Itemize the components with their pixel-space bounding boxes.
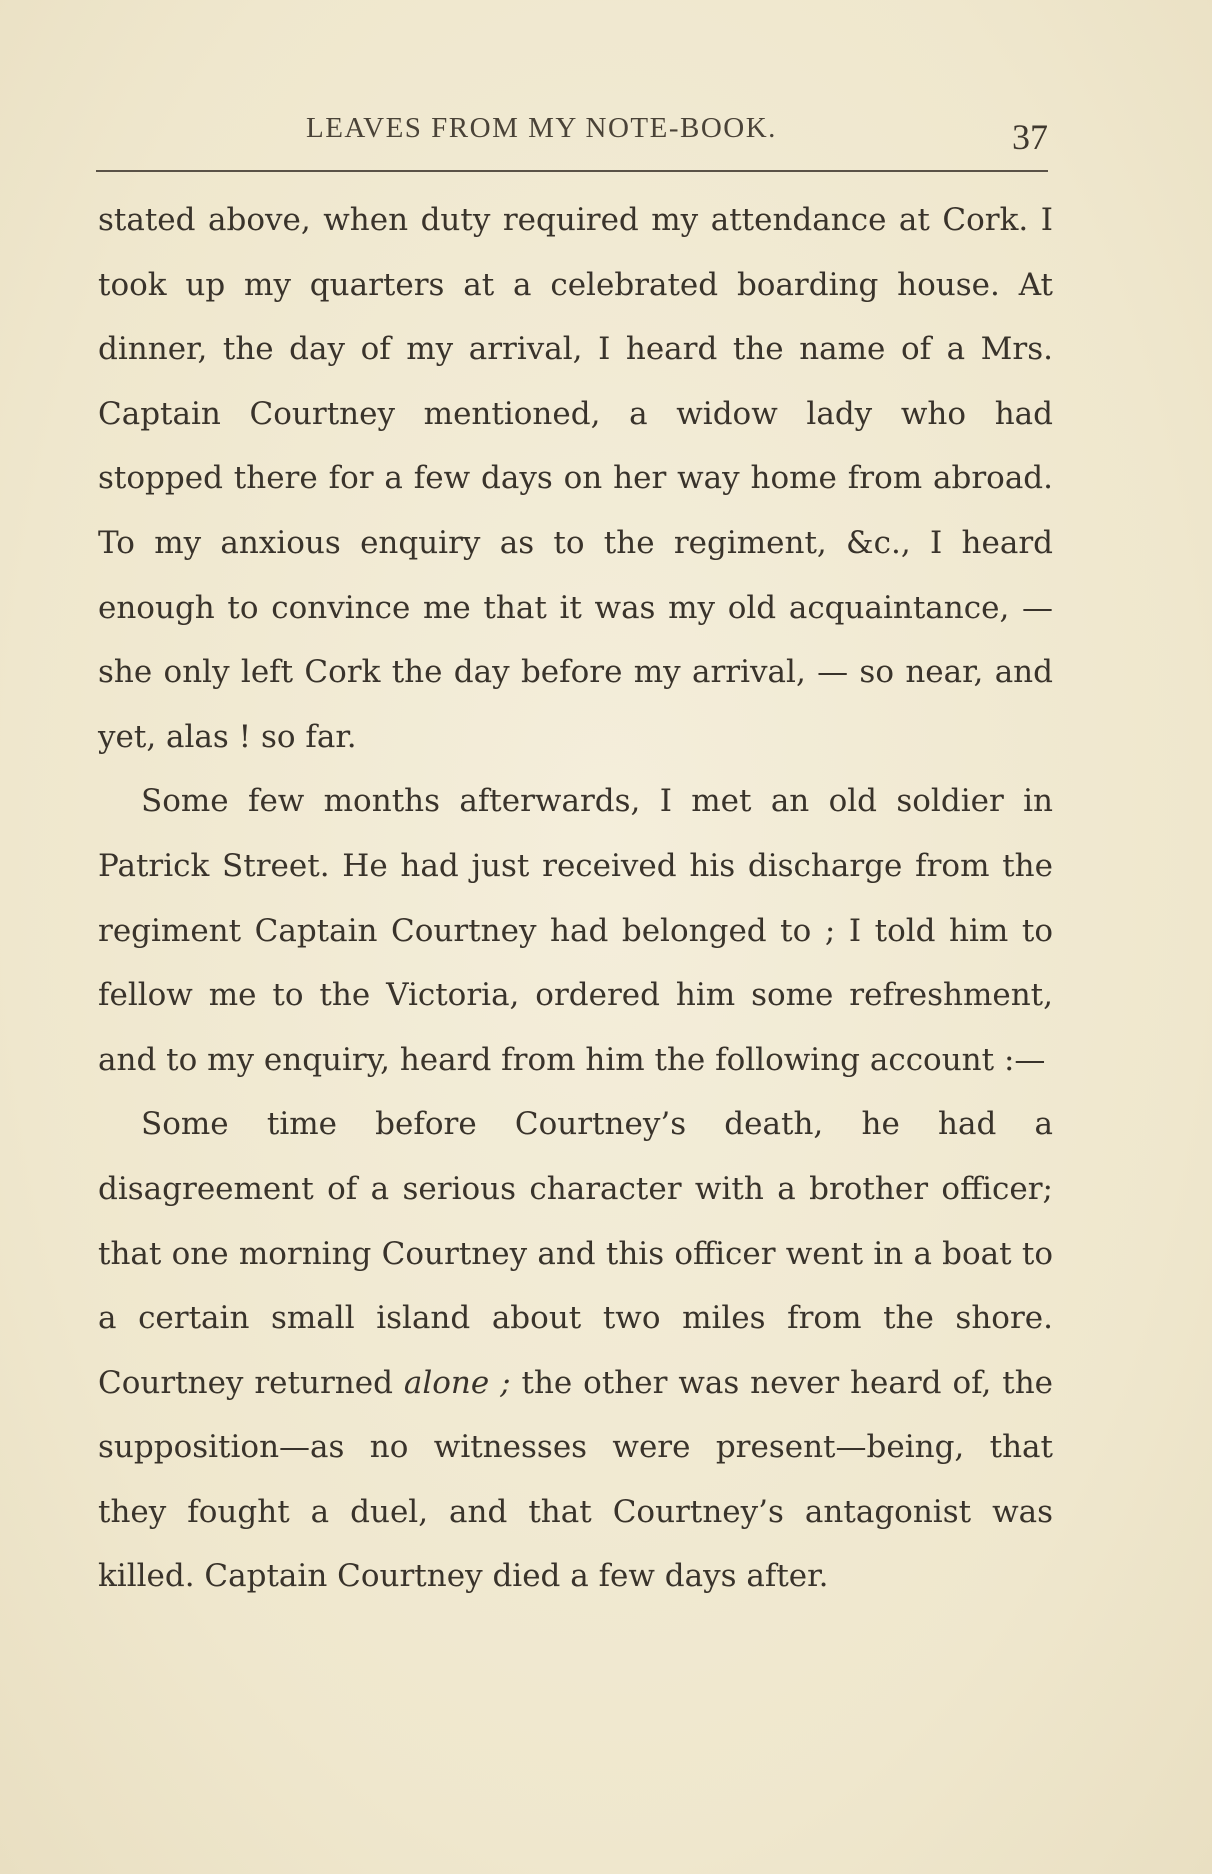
running-title: LEAVES FROM MY NOTE-BOOK. (306, 112, 777, 144)
header-rule (96, 170, 1048, 172)
paragraph-3-emphasis: alone ; (403, 1364, 511, 1401)
running-head (96, 112, 1048, 162)
paragraph-3-text-after: the other was never heard of, the supposition—as no witnesses were present—being, that they fought a duel, and that Courtney’s antagonist was killed. Captain Courtney died a few days after. (98, 1364, 1054, 1595)
page-number: 37 (1012, 117, 1048, 157)
paragraph-1: stated above, when duty required my attendance at Cork. I took up my quarters at a celebrated boarding house. At dinner, the day of my arrival, I heard the name of a Mrs. Captain Courtney mentioned, a widow lady who had stopped there for a few days on her way home from abroad. To my anxious enquiry as to the regiment, &c., I heard enough to convince me that it was my old acquaintance, — she only left Cork the day before my arrival, — so near, and yet, alas ! so far. (98, 202, 1053, 755)
paragraph-2: Some few months afterwards, I met an old soldier in Patrick Street. He had just received his discharge from the regiment Captain Courtney had belonged to ; I told him to fellow me to the Victoria, ordered him some refreshment, and to my enquiry, heard from him the following account :— (98, 783, 1053, 1078)
paragraph-3 (98, 1092, 1053, 1609)
paragraph-3-text-before: Some time before Courtney’s death, he had a disagreement of a serious character with a brother officer; that one morning Courtney and this officer went in a boat to a certain small island about two miles from the shore. Courtney returned (98, 1106, 1053, 1401)
body-text (98, 188, 1053, 1609)
